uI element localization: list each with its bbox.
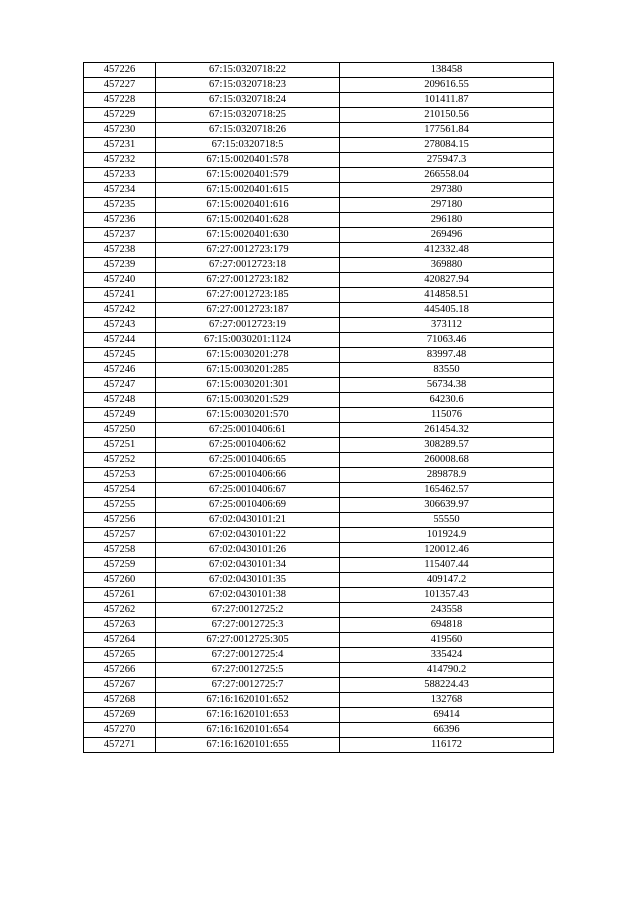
value-cell: 101357.43 — [340, 588, 554, 603]
cadastral-number-cell: 67:25:0010406:67 — [156, 483, 340, 498]
row-number-cell: 457260 — [84, 573, 156, 588]
cadastral-number-cell: 67:25:0010406:61 — [156, 423, 340, 438]
cadastral-number-cell: 67:15:0030201:301 — [156, 378, 340, 393]
cadastral-number-cell: 67:16:1620101:652 — [156, 693, 340, 708]
value-cell: 101924.9 — [340, 528, 554, 543]
cadastral-number-cell: 67:27:0012723:179 — [156, 243, 340, 258]
row-number-cell: 457253 — [84, 468, 156, 483]
table-row — [84, 558, 554, 573]
value-cell: 115076 — [340, 408, 554, 423]
value-cell: 369880 — [340, 258, 554, 273]
table-row — [84, 588, 554, 603]
value-cell: 55550 — [340, 513, 554, 528]
table-row — [84, 183, 554, 198]
table-row — [84, 498, 554, 513]
cadastral-number-cell: 67:27:0012725:4 — [156, 648, 340, 663]
table-row — [84, 513, 554, 528]
table-row — [84, 78, 554, 93]
table-row — [84, 438, 554, 453]
cadastral-number-cell: 67:27:0012723:182 — [156, 273, 340, 288]
row-number-cell: 457236 — [84, 213, 156, 228]
row-number-cell: 457251 — [84, 438, 156, 453]
row-number-cell: 457265 — [84, 648, 156, 663]
value-cell: 101411.87 — [340, 93, 554, 108]
value-cell: 445405.18 — [340, 303, 554, 318]
cadastral-number-cell: 67:02:0430101:38 — [156, 588, 340, 603]
cadastral-number-cell: 67:16:1620101:654 — [156, 723, 340, 738]
cadastral-number-cell: 67:27:0012725:5 — [156, 663, 340, 678]
cadastral-number-cell: 67:15:0020401:578 — [156, 153, 340, 168]
row-number-cell: 457271 — [84, 738, 156, 753]
value-cell: 66396 — [340, 723, 554, 738]
table-row — [84, 93, 554, 108]
table-row — [84, 378, 554, 393]
row-number-cell: 457246 — [84, 363, 156, 378]
cadastral-number-cell: 67:15:0030201:570 — [156, 408, 340, 423]
table-row — [84, 528, 554, 543]
cadastral-number-cell: 67:15:0030201:285 — [156, 363, 340, 378]
table-row — [84, 693, 554, 708]
table-row — [84, 288, 554, 303]
value-cell: 165462.57 — [340, 483, 554, 498]
row-number-cell: 457263 — [84, 618, 156, 633]
value-cell: 414790.2 — [340, 663, 554, 678]
table-row — [84, 633, 554, 648]
value-cell: 115407.44 — [340, 558, 554, 573]
row-number-cell: 457237 — [84, 228, 156, 243]
table-row — [84, 198, 554, 213]
row-number-cell: 457264 — [84, 633, 156, 648]
value-cell: 296180 — [340, 213, 554, 228]
cadastral-number-cell: 67:25:0010406:69 — [156, 498, 340, 513]
row-number-cell: 457256 — [84, 513, 156, 528]
cadastral-number-cell: 67:27:0012723:19 — [156, 318, 340, 333]
cadastral-number-cell: 67:25:0010406:62 — [156, 438, 340, 453]
value-cell: 116172 — [340, 738, 554, 753]
table-row — [84, 258, 554, 273]
cadastral-number-cell: 67:15:0320718:5 — [156, 138, 340, 153]
table-body — [84, 63, 554, 753]
table-row — [84, 168, 554, 183]
cadastral-number-cell: 67:27:0012725:2 — [156, 603, 340, 618]
value-cell: 83550 — [340, 363, 554, 378]
row-number-cell: 457228 — [84, 93, 156, 108]
row-number-cell: 457268 — [84, 693, 156, 708]
cadastral-number-cell: 67:02:0430101:26 — [156, 543, 340, 558]
value-cell: 409147.2 — [340, 573, 554, 588]
row-number-cell: 457232 — [84, 153, 156, 168]
cadastral-number-cell: 67:27:0012725:3 — [156, 618, 340, 633]
value-cell: 306639.97 — [340, 498, 554, 513]
cadastral-number-cell: 67:25:0010406:66 — [156, 468, 340, 483]
row-number-cell: 457254 — [84, 483, 156, 498]
table-row — [84, 108, 554, 123]
table-row — [84, 723, 554, 738]
cadastral-number-cell: 67:15:0020401:615 — [156, 183, 340, 198]
cadastral-number-cell: 67:02:0430101:35 — [156, 573, 340, 588]
value-cell: 210150.56 — [340, 108, 554, 123]
value-cell: 260008.68 — [340, 453, 554, 468]
row-number-cell: 457259 — [84, 558, 156, 573]
row-number-cell: 457266 — [84, 663, 156, 678]
value-cell: 335424 — [340, 648, 554, 663]
row-number-cell: 457234 — [84, 183, 156, 198]
row-number-cell: 457262 — [84, 603, 156, 618]
value-cell: 69414 — [340, 708, 554, 723]
cadastral-number-cell: 67:15:0020401:579 — [156, 168, 340, 183]
row-number-cell: 457269 — [84, 708, 156, 723]
table-row — [84, 213, 554, 228]
row-number-cell: 457238 — [84, 243, 156, 258]
table-row — [84, 708, 554, 723]
table-row — [84, 348, 554, 363]
table-row — [84, 573, 554, 588]
cadastral-number-cell: 67:27:0012723:185 — [156, 288, 340, 303]
table-row — [84, 303, 554, 318]
value-cell: 243558 — [340, 603, 554, 618]
row-number-cell: 457245 — [84, 348, 156, 363]
value-cell: 373112 — [340, 318, 554, 333]
row-number-cell: 457255 — [84, 498, 156, 513]
cadastral-number-cell: 67:15:0030201:529 — [156, 393, 340, 408]
table-row — [84, 483, 554, 498]
value-cell: 269496 — [340, 228, 554, 243]
value-cell: 275947.3 — [340, 153, 554, 168]
table-row — [84, 318, 554, 333]
table-row — [84, 273, 554, 288]
cadastral-number-cell: 67:27:0012725:7 — [156, 678, 340, 693]
table-row — [84, 333, 554, 348]
row-number-cell: 457258 — [84, 543, 156, 558]
table-row — [84, 603, 554, 618]
table-row — [84, 618, 554, 633]
table-row — [84, 648, 554, 663]
row-number-cell: 457250 — [84, 423, 156, 438]
cadastral-number-cell: 67:15:0020401:630 — [156, 228, 340, 243]
value-cell: 278084.15 — [340, 138, 554, 153]
row-number-cell: 457241 — [84, 288, 156, 303]
row-number-cell: 457239 — [84, 258, 156, 273]
value-cell: 420827.94 — [340, 273, 554, 288]
table-row — [84, 468, 554, 483]
value-cell: 177561.84 — [340, 123, 554, 138]
cadastral-number-cell: 67:16:1620101:653 — [156, 708, 340, 723]
table-row — [84, 63, 554, 78]
cadastral-number-cell: 67:27:0012725:305 — [156, 633, 340, 648]
value-cell: 694818 — [340, 618, 554, 633]
value-cell: 83997.48 — [340, 348, 554, 363]
table-row — [84, 543, 554, 558]
table-row — [84, 363, 554, 378]
row-number-cell: 457249 — [84, 408, 156, 423]
row-number-cell: 457267 — [84, 678, 156, 693]
row-number-cell: 457240 — [84, 273, 156, 288]
row-number-cell: 457231 — [84, 138, 156, 153]
row-number-cell: 457229 — [84, 108, 156, 123]
cadastral-number-cell: 67:25:0010406:65 — [156, 453, 340, 468]
row-number-cell: 457230 — [84, 123, 156, 138]
cadastral-number-cell: 67:15:0030201:278 — [156, 348, 340, 363]
value-cell: 297180 — [340, 198, 554, 213]
table-row — [84, 153, 554, 168]
table-row — [84, 393, 554, 408]
value-cell: 588224.43 — [340, 678, 554, 693]
row-number-cell: 457257 — [84, 528, 156, 543]
row-number-cell: 457242 — [84, 303, 156, 318]
cadastral-number-cell: 67:15:0020401:628 — [156, 213, 340, 228]
value-cell: 412332.48 — [340, 243, 554, 258]
table-row — [84, 738, 554, 753]
value-cell: 289878.9 — [340, 468, 554, 483]
cadastral-number-cell: 67:15:0320718:22 — [156, 63, 340, 78]
row-number-cell: 457252 — [84, 453, 156, 468]
value-cell: 266558.04 — [340, 168, 554, 183]
row-number-cell: 457243 — [84, 318, 156, 333]
row-number-cell: 457244 — [84, 333, 156, 348]
value-cell: 64230.6 — [340, 393, 554, 408]
value-cell: 138458 — [340, 63, 554, 78]
cadastral-number-cell: 67:15:0320718:24 — [156, 93, 340, 108]
cadastral-number-cell: 67:15:0320718:25 — [156, 108, 340, 123]
cadastral-number-cell: 67:27:0012723:18 — [156, 258, 340, 273]
cadastral-number-cell: 67:15:0320718:23 — [156, 78, 340, 93]
cadastral-value-table — [83, 62, 554, 753]
cadastral-number-cell: 67:27:0012723:187 — [156, 303, 340, 318]
value-cell: 71063.46 — [340, 333, 554, 348]
cadastral-number-cell: 67:02:0430101:21 — [156, 513, 340, 528]
table-row — [84, 123, 554, 138]
cadastral-number-cell: 67:02:0430101:34 — [156, 558, 340, 573]
cadastral-number-cell: 67:15:0320718:26 — [156, 123, 340, 138]
row-number-cell: 457226 — [84, 63, 156, 78]
table-row — [84, 453, 554, 468]
value-cell: 297380 — [340, 183, 554, 198]
value-cell: 56734.38 — [340, 378, 554, 393]
cadastral-number-cell: 67:15:0020401:616 — [156, 198, 340, 213]
table-row — [84, 423, 554, 438]
row-number-cell: 457227 — [84, 78, 156, 93]
value-cell: 209616.55 — [340, 78, 554, 93]
table-row — [84, 678, 554, 693]
cadastral-number-cell: 67:16:1620101:655 — [156, 738, 340, 753]
row-number-cell: 457235 — [84, 198, 156, 213]
row-number-cell: 457261 — [84, 588, 156, 603]
cadastral-number-cell: 67:15:0030201:1124 — [156, 333, 340, 348]
value-cell: 261454.32 — [340, 423, 554, 438]
row-number-cell: 457270 — [84, 723, 156, 738]
table-row — [84, 663, 554, 678]
table-row — [84, 228, 554, 243]
value-cell: 120012.46 — [340, 543, 554, 558]
row-number-cell: 457248 — [84, 393, 156, 408]
value-cell: 308289.57 — [340, 438, 554, 453]
row-number-cell: 457233 — [84, 168, 156, 183]
table-row — [84, 138, 554, 153]
table-row — [84, 243, 554, 258]
cadastral-number-cell: 67:02:0430101:22 — [156, 528, 340, 543]
row-number-cell: 457247 — [84, 378, 156, 393]
value-cell: 419560 — [340, 633, 554, 648]
value-cell: 132768 — [340, 693, 554, 708]
table-row — [84, 408, 554, 423]
value-cell: 414858.51 — [340, 288, 554, 303]
